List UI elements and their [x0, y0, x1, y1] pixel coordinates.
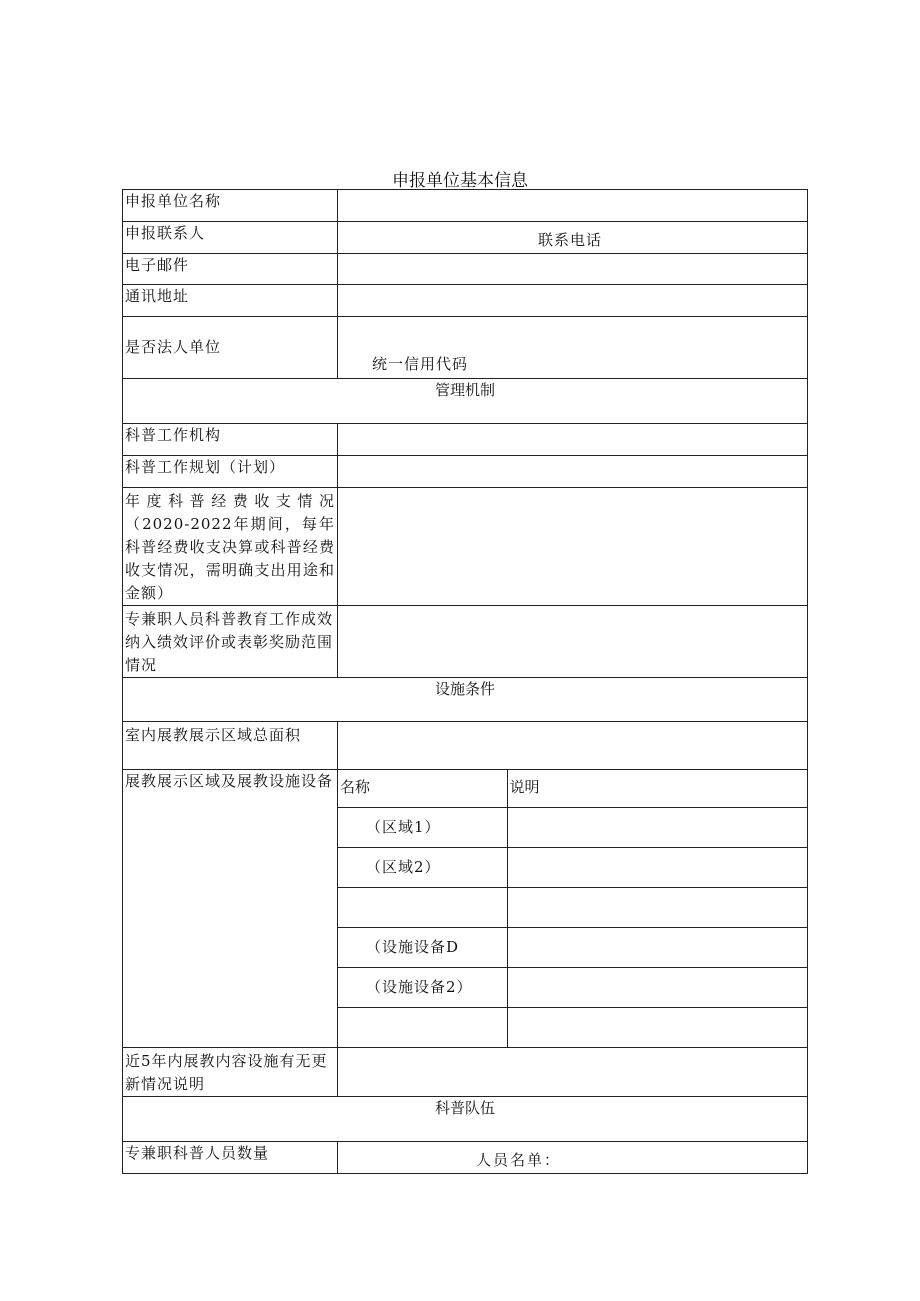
equipment-name-2[interactable]: （设施设备2）	[338, 968, 507, 1008]
area-name-3[interactable]	[338, 888, 507, 928]
label-team-count: 专兼职科普人员数量	[123, 1142, 338, 1174]
row-contact	[123, 222, 808, 254]
equipment-desc-1[interactable]	[507, 928, 808, 968]
label-contact-person: 申报联系人	[123, 222, 338, 254]
row-team-heading	[123, 1097, 808, 1142]
row-legal	[123, 317, 808, 379]
areas-header-row	[338, 770, 808, 808]
field-updates[interactable]	[338, 1048, 808, 1097]
label-areas: 展教展示区域及展教设施设备	[123, 770, 338, 1048]
label-credit-code: 统一信用代码	[372, 355, 469, 373]
equipment-desc-3[interactable]	[507, 1008, 808, 1048]
row-staff-eval	[123, 606, 808, 678]
label-address: 通讯地址	[123, 285, 338, 317]
col-desc-header: 说明	[507, 770, 808, 808]
label-staff-eval: 专兼职人员科普教育工作成效纳入绩效评价或表彰奖励范围情况	[123, 606, 338, 678]
areas-row	[338, 848, 808, 888]
row-address	[123, 285, 808, 317]
row-email	[123, 254, 808, 285]
areas-row	[338, 1008, 808, 1048]
section-team: 科普队伍	[123, 1097, 808, 1142]
col-name-header: 名称	[338, 770, 507, 808]
field-plan[interactable]	[338, 456, 808, 488]
areas-row	[338, 928, 808, 968]
equipment-name-1[interactable]: （设施设备D	[338, 928, 507, 968]
label-plan: 科普工作规划（计划）	[123, 456, 338, 488]
field-org[interactable]	[338, 424, 808, 456]
row-management-heading	[123, 379, 808, 424]
field-staff-eval[interactable]	[338, 606, 808, 678]
field-funds[interactable]	[338, 488, 808, 606]
section-management: 管理机制	[123, 379, 808, 424]
label-email: 电子邮件	[123, 254, 338, 285]
row-facilities-heading	[123, 678, 808, 722]
row-indoor-area	[123, 722, 808, 770]
row-team-count	[123, 1142, 808, 1174]
label-indoor-area: 室内展教展示区域总面积	[123, 722, 338, 770]
areas-row	[338, 888, 808, 928]
row-unit-name	[123, 190, 808, 222]
row-plan	[123, 456, 808, 488]
equipment-name-3[interactable]	[338, 1008, 507, 1048]
label-is-legal: 是否法人单位	[123, 317, 338, 379]
field-indoor-area[interactable]	[338, 722, 808, 770]
application-form-table	[122, 189, 808, 1174]
field-team-count[interactable]	[338, 1142, 808, 1174]
label-updates: 近5年内展教内容设施有无更新情况说明	[123, 1048, 338, 1097]
form-title: 申报单位基本信息	[392, 171, 528, 191]
field-unit-name[interactable]	[338, 190, 808, 222]
area-name-2[interactable]: （区域2）	[338, 848, 507, 888]
label-contact-phone: 联系电话	[538, 231, 603, 249]
areas-subtable	[338, 770, 808, 1047]
equipment-desc-2[interactable]	[507, 968, 808, 1008]
areas-subtable-cell	[338, 770, 808, 1048]
field-contact[interactable]	[338, 222, 808, 254]
label-funds: 年度科普经费收支情况（2020-2022年期间，每年科普经费收支决算或科普经费收支情况，需明确支出用途和金额）	[123, 488, 338, 606]
row-funds	[123, 488, 808, 606]
areas-row	[338, 808, 808, 848]
row-updates	[123, 1048, 808, 1097]
areas-row	[338, 968, 808, 1008]
field-address[interactable]	[338, 285, 808, 317]
field-email[interactable]	[338, 254, 808, 285]
field-legal[interactable]	[338, 317, 808, 379]
row-org	[123, 424, 808, 456]
row-areas	[123, 770, 808, 1048]
area-name-1[interactable]: （区域1）	[338, 808, 507, 848]
label-unit-name: 申报单位名称	[123, 190, 338, 222]
label-org: 科普工作机构	[123, 424, 338, 456]
area-desc-1[interactable]	[507, 808, 808, 848]
section-facilities: 设施条件	[123, 678, 808, 722]
label-staff-list: 人员名单：	[476, 1151, 562, 1169]
area-desc-2[interactable]	[507, 848, 808, 888]
area-desc-3[interactable]	[507, 888, 808, 928]
